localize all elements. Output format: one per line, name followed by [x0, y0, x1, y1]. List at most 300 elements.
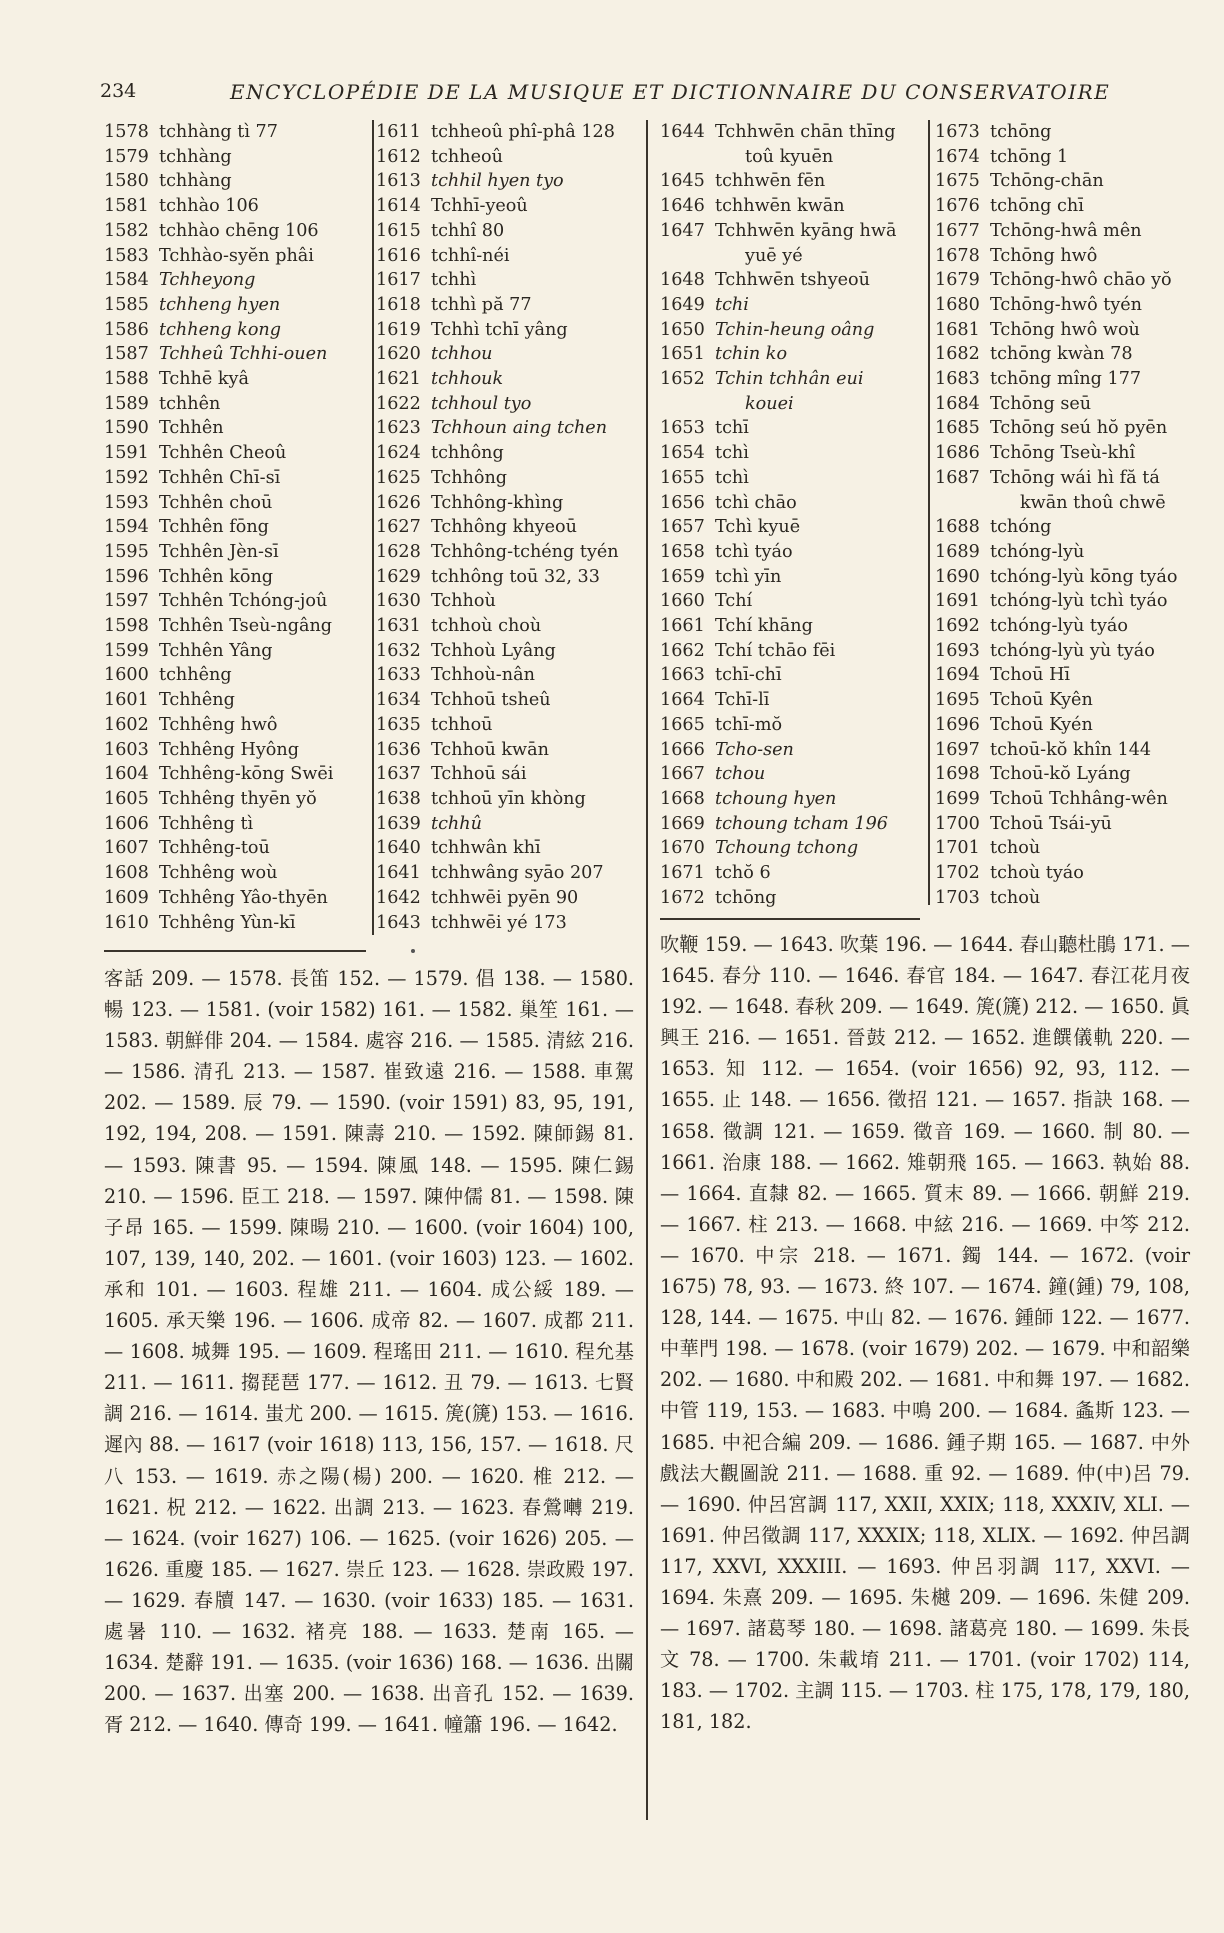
index-term: Tchoung tchong	[715, 838, 859, 859]
index-number: 1614	[376, 196, 421, 217]
index-entry	[376, 268, 638, 293]
index-number: 1582	[104, 220, 149, 241]
index-term: tchì yīn	[715, 566, 782, 587]
index-number: 1675	[935, 171, 980, 192]
index-entry	[376, 194, 638, 219]
index-number: 1610	[104, 912, 149, 933]
index-entry	[376, 491, 638, 516]
index-number: 1702	[935, 863, 980, 884]
index-entry	[376, 318, 638, 343]
index-number: 1680	[935, 294, 980, 315]
index-term: tchheoû phî-phâ 128	[431, 122, 615, 142]
index-term: Tchhông-tchéng tyén	[431, 541, 619, 562]
index-entry	[104, 466, 364, 491]
index-term: tchóng-lyù tchì tyáo	[990, 591, 1168, 612]
index-entry	[104, 120, 364, 145]
index-entry	[935, 268, 1195, 293]
index-term: tchhì	[431, 270, 477, 291]
index-entry	[376, 540, 638, 565]
index-entry	[660, 491, 922, 516]
index-number: 1701	[935, 838, 980, 859]
index-entry	[660, 120, 922, 145]
index-entry	[660, 738, 922, 763]
index-number: 1606	[104, 813, 149, 834]
index-entry	[660, 688, 922, 713]
index-number: 1596	[104, 566, 149, 587]
index-term: tchhàng	[159, 171, 232, 192]
index-entry	[660, 169, 922, 194]
index-entry	[660, 812, 922, 837]
index-number: 1674	[935, 146, 980, 167]
index-entry	[935, 416, 1195, 441]
index-number: 1667	[660, 764, 705, 785]
index-term: Tchī-lī	[715, 690, 770, 711]
index-term: Tchoū Tchhâng-wên	[990, 788, 1168, 809]
index-number: 1616	[376, 245, 421, 266]
index-term: tchŏ 6	[715, 863, 771, 884]
index-entry	[104, 515, 364, 540]
index-entry	[104, 589, 364, 614]
index-term: Tchhông	[431, 467, 508, 488]
index-term: Tcho-sen	[715, 739, 794, 760]
index-entry	[935, 491, 1195, 516]
index-entry	[376, 416, 638, 441]
index-term: Tchin tchhân eui	[715, 369, 864, 390]
index-entry	[376, 565, 638, 590]
index-entry	[935, 515, 1195, 540]
index-entry	[376, 836, 638, 861]
index-number: 1642	[376, 887, 421, 908]
index-term: tchheoû	[431, 146, 503, 167]
index-number: 1662	[660, 640, 705, 661]
index-term: tchhî-néi	[431, 245, 510, 266]
index-entry	[660, 614, 922, 639]
index-term: tchhào 106	[159, 196, 259, 217]
index-number: 1592	[104, 467, 149, 488]
index-term: Tchheû Tchhi-ouen	[159, 344, 328, 365]
index-term: Tchhêng-toū	[159, 838, 270, 859]
index-entry	[104, 194, 364, 219]
index-number: 1697	[935, 739, 980, 760]
index-term: tchì	[715, 443, 749, 464]
index-number: 1643	[376, 912, 421, 933]
index-entry	[660, 836, 922, 861]
index-number: 1647	[660, 220, 705, 241]
index-term: Tchhoū tsheû	[431, 690, 551, 711]
index-entry	[935, 886, 1195, 911]
index-term: Tchhêng Yâo-thyēn	[159, 887, 328, 908]
index-entry	[935, 293, 1195, 318]
index-entry	[376, 342, 638, 367]
index-entry	[104, 392, 364, 417]
index-term: tchheng hyen	[159, 294, 281, 315]
index-number: 1661	[660, 616, 705, 637]
glossary-right: 吹鞭 159. — 1643. 吹葉 196. — 1644. 春山聽杜鵑 171. — 1645. 春分 110. — 1646. 春官 184. — 1647. 春江花月夜 192. — 1648. 春秋 209. — 1649. 箎(篪) 212. — 1650. 眞興王 216. — 1651. 晉鼓 212. — 1652. 進饌儀軌 220. — 1653. 知 112. — 1654. (voir 1656) 92, 93, 112. — 1655. 止 148. — 1656. 徵招 121. — 1657. 指訣 168. — 1658. 徵調 121. — 1659. 徵音 169. — 1660. 制 80. — 1661. 治康 188. — 1662. 雉朝飛 165. — 1663. 執始 88. — 1664. 直隸 82. — 1665. 質末 89. — 1666. 朝鮮 219. — 1667. 柱 213. — 1668. 中絃 216. — 1669. 中笒 212. — 1670. 中宗 218. — 1671. 鐲 144. — 1672. (voir 1675) 78, 93. — 1673. 終 107. — 1674. 鐘(鍾) 79, 108, 128, 144. — 1675. 中山 82. — 1676. 鍾師 122. — 1677. 中華門 198. — 1678. (voir 1679) 202. — 1679. 中和韶樂 202. — 1680. 中和殿 202. — 1681. 中和舞 197. — 1682. 中管 119, 153. — 1683. 中鳴 200. — 1684. 螽斯 123. — 1685. 中祀合編 209. — 1686. 鍾子期 165. — 1687. 中外戲法大觀圖說 211. — 1688. 重 92. — 1689. 仲(中)呂 79. — 1690. 仲呂宮調 117, XXII, XXIX; 118, XXXIV, XLI. — 1691. 仲呂徵調 117, XXXIX; 118, XLIX. — 1692. 仲呂調 117, XXVI, XXXIII. — 1693. 仲呂羽調 117, XXVI. — 1694. 朱熹 209. — 1695. 朱樾 209. — 1696. 朱健 209. — 1697. 諸葛琴 180. — 1698. 諸葛亮 180. — 1699. 朱長文 78. — 1700. 朱載堉 211. — 1701. (voir 1702) 114, 183. — 1702. 主調 115. — 1703. 柱 175, 178, 179, 180, 181, 182.	[660, 933, 1190, 1734]
index-term: Tchheyong	[159, 270, 256, 291]
index-number: 1617	[376, 270, 421, 291]
index-term: tchhông	[431, 443, 504, 464]
index-term: tchhwân khī	[431, 838, 541, 859]
index-entry	[376, 886, 638, 911]
index-entry	[660, 268, 922, 293]
index-term: Tchhêng Yùn-kī	[159, 912, 296, 933]
index-entry	[935, 787, 1195, 812]
index-entry	[935, 169, 1195, 194]
index-number: 1672	[660, 887, 705, 908]
index-term: tchhông toū 32, 33	[431, 566, 600, 587]
index-term: tchhou	[431, 344, 493, 365]
index-number: 1686	[935, 443, 980, 464]
column-rule-3	[928, 120, 930, 905]
index-term: tchhì pă 77	[431, 294, 532, 315]
index-entry	[104, 367, 364, 392]
index-entry	[376, 589, 638, 614]
index-entry	[104, 639, 364, 664]
index-entry	[935, 663, 1195, 688]
index-entry	[935, 145, 1195, 170]
index-entry	[376, 762, 638, 787]
index-entry	[935, 565, 1195, 590]
index-term: Tchhwēn tshyeoū	[715, 270, 870, 291]
index-term: Tchoū Tsái-yū	[990, 813, 1112, 834]
index-number: 1641	[376, 863, 421, 884]
index-entry	[104, 836, 364, 861]
index-term: tchōng chī	[990, 196, 1084, 217]
index-term: Tchhên Tchóng-joû	[159, 591, 328, 612]
index-entry	[104, 169, 364, 194]
index-term: Tchōng Tseù-khî	[990, 443, 1136, 464]
index-term: tchhwâng syāo 207	[431, 863, 604, 884]
index-term: tchī	[715, 418, 749, 439]
index-number: 1593	[104, 492, 149, 513]
index-number: 1620	[376, 344, 421, 365]
index-entry	[660, 639, 922, 664]
index-term: Tchhoù-nân	[431, 665, 535, 686]
page-number: 234	[100, 80, 137, 102]
index-number: 1599	[104, 640, 149, 661]
index-entry	[935, 120, 1195, 145]
index-term: tchhî 80	[431, 220, 505, 241]
index-term: tchoung tcham 196	[715, 813, 888, 834]
index-term: Tchhên Tseù-ngâng	[159, 616, 333, 637]
index-column-4	[935, 120, 1195, 911]
index-term: tchóng	[990, 517, 1052, 538]
index-term: tchōng	[715, 887, 777, 908]
index-entry	[660, 244, 922, 269]
index-number: 1669	[660, 813, 705, 834]
index-number: 1683	[935, 369, 980, 390]
index-entry	[104, 219, 364, 244]
index-entry	[660, 392, 922, 417]
index-term: tchhoul tyo	[431, 393, 532, 414]
index-term: tchhwēi yé 173	[431, 912, 567, 933]
index-term: tchou	[715, 764, 766, 785]
index-number: 1651	[660, 344, 705, 365]
index-entry	[935, 466, 1195, 491]
index-number: 1652	[660, 369, 705, 390]
index-entry	[104, 491, 364, 516]
index-entry	[104, 244, 364, 269]
index-number: 1637	[376, 764, 421, 785]
index-number: 1626	[376, 492, 421, 513]
index-term: tchhouk	[431, 369, 504, 390]
index-number: 1612	[376, 146, 421, 167]
index-entry	[935, 713, 1195, 738]
index-entry	[104, 911, 364, 936]
index-term: Tchoū Kyên	[990, 690, 1093, 711]
index-entry	[376, 614, 638, 639]
index-entry	[376, 367, 638, 392]
index-entry	[104, 342, 364, 367]
index-entry	[376, 639, 638, 664]
index-number: 1603	[104, 739, 149, 760]
section-rule-right	[660, 918, 920, 920]
index-term: tchhû	[431, 813, 482, 834]
index-number: 1671	[660, 863, 705, 884]
index-entry	[104, 886, 364, 911]
index-number: 1594	[104, 517, 149, 538]
index-term: Tchhē kyâ	[159, 369, 249, 390]
index-number: 1584	[104, 270, 149, 291]
index-entry	[935, 614, 1195, 639]
index-number: 1634	[376, 690, 421, 711]
index-term: Tchhoun aing tchen	[431, 418, 608, 439]
index-number: 1687	[935, 467, 980, 488]
index-term: Tchōng hwô woù	[990, 319, 1140, 340]
index-number: 1585	[104, 294, 149, 315]
index-number: 1618	[376, 294, 421, 315]
index-entry	[376, 663, 638, 688]
section-separator-dot	[411, 949, 415, 953]
index-entry	[935, 762, 1195, 787]
index-term: Tchhoù	[431, 591, 496, 612]
index-entry	[935, 738, 1195, 763]
index-number: 1615	[376, 220, 421, 241]
index-entry	[376, 244, 638, 269]
index-term: Tchoū Kyén	[990, 714, 1093, 735]
index-entry	[660, 540, 922, 565]
index-term: Tchhêng-kōng Swēi	[159, 764, 334, 785]
index-number: 1658	[660, 541, 705, 562]
index-term: tchōng mîng 177	[990, 369, 1142, 390]
index-number: 1640	[376, 838, 421, 859]
index-number: 1663	[660, 665, 705, 686]
index-term-continuation: kouei	[745, 393, 794, 414]
index-term: tchhwēn fēn	[715, 171, 826, 192]
index-entry	[660, 466, 922, 491]
index-number: 1685	[935, 418, 980, 439]
index-entry	[935, 589, 1195, 614]
index-entry	[104, 540, 364, 565]
index-entry	[935, 688, 1195, 713]
index-term: Tchōng seū	[990, 393, 1092, 414]
index-number: 1649	[660, 294, 705, 315]
index-number: 1681	[935, 319, 980, 340]
index-entry	[660, 861, 922, 886]
index-entry	[104, 318, 364, 343]
index-number: 1679	[935, 270, 980, 291]
index-entry	[376, 515, 638, 540]
index-entry	[104, 861, 364, 886]
index-number: 1579	[104, 146, 149, 167]
index-number: 1625	[376, 467, 421, 488]
index-entry	[660, 194, 922, 219]
index-term: Tchhì tchī yâng	[431, 319, 568, 340]
index-number: 1581	[104, 196, 149, 217]
index-entry	[104, 688, 364, 713]
index-number: 1694	[935, 665, 980, 686]
index-number: 1693	[935, 640, 980, 661]
index-number: 1673	[935, 122, 980, 142]
index-number: 1631	[376, 616, 421, 637]
index-entry	[376, 120, 638, 145]
index-number: 1609	[104, 887, 149, 908]
index-number: 1646	[660, 196, 705, 217]
index-number: 1655	[660, 467, 705, 488]
index-entry	[376, 688, 638, 713]
index-entry	[660, 318, 922, 343]
index-entry	[660, 663, 922, 688]
index-entry	[376, 169, 638, 194]
index-number: 1666	[660, 739, 705, 760]
index-term: Tchōng wái hì fă tá	[990, 467, 1160, 488]
index-number: 1696	[935, 714, 980, 735]
column-rule-2	[646, 120, 648, 1820]
index-number: 1607	[104, 838, 149, 859]
index-entry	[104, 812, 364, 837]
index-term: tchoung hyen	[715, 788, 837, 809]
index-entry	[935, 194, 1195, 219]
index-entry	[376, 392, 638, 417]
index-entry	[104, 268, 364, 293]
index-entry	[376, 861, 638, 886]
index-term: tchhwēi pyēn 90	[431, 887, 579, 908]
glossary-left: 客話 209. — 1578. 長笛 152. — 1579. 倡 138. — 1580. 暢 123. — 1581. (voir 1582) 161. — 1582. 巢笙 161. — 1583. 朝鮮俳 204. — 1584. 處容 216. — 1585. 清絃 216. — 1586. 清孔 213. — 1587. 崔致遠 216. — 1588. 車駕 202. — 1589. 辰 79. — 1590. (voir 1591) 83, 95, 191, 192, 194, 208. — 1591. 陳壽 210. — 1592. 陳師錫 81. — 1593. 陳書 95. — 1594. 陳風 148. — 1595. 陳仁錫 210. — 1596. 臣工 218. — 1597. 陳仲儒 81. — 1598. 陳子昂 165. — 1599. 陳暘 210. — 1600. (voir 1604) 100, 107, 139, 140, 202. — 1601. (voir 1603) 123. — 1602. 承和 101. — 1603. 程雄 211. — 1604. 成公綏 189. — 1605. 承天樂 196. — 1606. 成帝 82. — 1607. 成都 211. — 1608. 城舞 195. — 1609. 程瑤田 211. — 1610. 程允基 211. — 1611. 搊琵琶 177. — 1612. 丑 79. — 1613. 七賢調 216. — 1614. 蚩尤 200. — 1615. 箎(篪) 153. — 1616. 遲內 88. — 1617 (voir 1618) 113, 156, 157. — 1618. 尺八 153. — 1619. 赤之陽(楊) 200. — 1620. 椎 212. — 1621. 柷 212. — 1622. 出調 213. — 1623. 春鶯囀 219. — 1624. (voir 1627) 106. — 1625. (voir 1626) 205. — 1626. 重慶 185. — 1627. 崇丘 123. — 1628. 崇政殿 197. — 1629. 春牘 147. — 1630. (voir 1633) 185. — 1631. 處暑 110. — 1632. 褚亮 188. — 1633. 楚南 165. — 1634. 楚辭 191. — 1635. (voir 1636) 168. — 1636. 出關 200. — 1637. 出塞 200. — 1638. 出音孔 152. — 1639. 胥 212. — 1640. 傳奇 199. — 1641. 幢簫 196. — 1642.	[104, 967, 634, 1737]
index-term: tchī-mŏ	[715, 714, 783, 735]
index-term: tchi	[715, 294, 749, 315]
index-term: tchoù tyáo	[990, 863, 1084, 884]
index-entry	[935, 219, 1195, 244]
index-term: tchoū-kŏ khîn 144	[990, 739, 1152, 760]
index-term: Tchhwēn kyāng hwā	[715, 220, 897, 241]
index-term: tchhoū yīn khòng	[431, 788, 586, 809]
index-number: 1633	[376, 665, 421, 686]
index-number: 1648	[660, 270, 705, 291]
index-number: 1630	[376, 591, 421, 612]
index-term: Tchì kyuē	[715, 517, 801, 538]
index-term: Tchoū Hī	[990, 665, 1071, 686]
index-entry	[935, 861, 1195, 886]
index-term: tchóng-lyù tyáo	[990, 616, 1128, 637]
index-entry	[935, 836, 1195, 861]
index-entry	[935, 342, 1195, 367]
index-number: 1656	[660, 492, 705, 513]
index-term: Tchhên Jèn-sī	[159, 541, 279, 562]
index-number: 1595	[104, 541, 149, 562]
index-entry	[104, 713, 364, 738]
index-term: tchì tyáo	[715, 541, 793, 562]
index-number: 1650	[660, 319, 705, 340]
index-entry	[660, 787, 922, 812]
index-term: tchhoū	[431, 714, 493, 735]
index-number: 1653	[660, 418, 705, 439]
index-entry	[660, 342, 922, 367]
index-term: tchóng-lyù yù tyáo	[990, 640, 1155, 661]
index-number: 1698	[935, 764, 980, 785]
index-term: Tchhwēn chān thīng	[715, 122, 896, 142]
index-term: Tchí	[715, 591, 753, 612]
index-term: Tchōng seú hŏ pyēn	[990, 418, 1168, 439]
index-number: 1580	[104, 171, 149, 192]
index-entry	[376, 738, 638, 763]
index-term: tchhàng	[159, 146, 232, 167]
index-number: 1699	[935, 788, 980, 809]
index-number: 1611	[376, 122, 421, 142]
index-entry	[935, 244, 1195, 269]
index-term: tchì	[715, 467, 749, 488]
index-number: 1578	[104, 122, 149, 142]
index-number: 1622	[376, 393, 421, 414]
index-number: 1629	[376, 566, 421, 587]
index-number: 1597	[104, 591, 149, 612]
index-number: 1654	[660, 443, 705, 464]
index-term: Tchin-heung oâng	[715, 319, 875, 340]
index-number: 1689	[935, 541, 980, 562]
index-number: 1682	[935, 344, 980, 365]
index-entry	[935, 639, 1195, 664]
index-number: 1700	[935, 813, 980, 834]
index-number: 1691	[935, 591, 980, 612]
index-number: 1632	[376, 640, 421, 661]
index-number: 1608	[104, 863, 149, 884]
index-term: tchhoù choù	[431, 616, 542, 637]
index-number: 1623	[376, 418, 421, 439]
index-entry	[376, 466, 638, 491]
index-entry	[376, 812, 638, 837]
index-number: 1600	[104, 665, 149, 686]
index-term: Tchhoū kwān	[431, 739, 549, 760]
index-entry	[104, 762, 364, 787]
index-entry	[376, 713, 638, 738]
index-term: tchī-chī	[715, 665, 782, 686]
index-term: Tchhêng Hyông	[159, 739, 299, 760]
index-entry	[660, 145, 922, 170]
index-entry	[104, 441, 364, 466]
index-number: 1586	[104, 319, 149, 340]
index-entry	[660, 886, 922, 911]
index-number: 1613	[376, 171, 421, 192]
index-number: 1604	[104, 764, 149, 785]
index-term: tchin ko	[715, 344, 788, 365]
index-number: 1688	[935, 517, 980, 538]
index-term-continuation: kwān thoû chwē	[1020, 492, 1166, 513]
index-entry	[935, 392, 1195, 417]
index-term: tchhwēn kwān	[715, 196, 845, 217]
index-number: 1583	[104, 245, 149, 266]
index-term-continuation: toû kyuēn	[745, 146, 834, 167]
index-entry	[376, 145, 638, 170]
index-number: 1589	[104, 393, 149, 414]
index-term: tchóng-lyù kōng tyáo	[990, 566, 1178, 587]
index-entry	[104, 416, 364, 441]
index-number: 1665	[660, 714, 705, 735]
index-term: Tchhoū sái	[431, 764, 527, 785]
index-number: 1619	[376, 319, 421, 340]
index-entry	[660, 515, 922, 540]
index-entry	[935, 367, 1195, 392]
index-term: Tchí khāng	[715, 616, 813, 637]
index-term: Tchhông khyeoū	[431, 517, 577, 538]
